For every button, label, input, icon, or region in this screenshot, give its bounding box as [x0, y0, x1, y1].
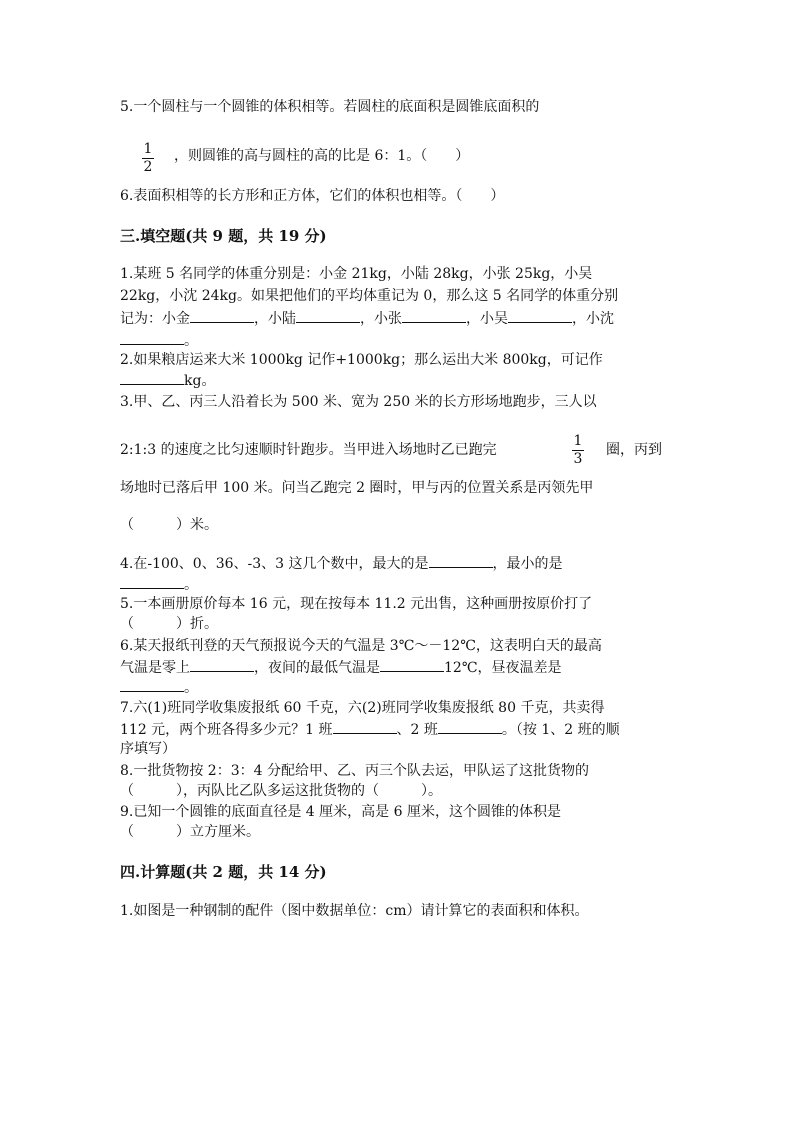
- fill-q3-line2a: 2:1:3 的速度之比匀速顺时针跑步。当甲进入场地时乙已跑完: [120, 442, 497, 458]
- fill-q2-line1: 2.如果粮店运来大米 1000kg 记作+1000kg；那么运出大米 800kg，可记作: [120, 352, 603, 368]
- fill-q4-end: 。: [184, 577, 198, 593]
- fill-q9-line2: （ ）立方厘米。: [120, 824, 260, 840]
- fill-q6-text-a: 气温是零上: [120, 660, 190, 676]
- fill-q6-line3: [120, 677, 198, 698]
- fill-q1-line2: 22kg，小沈 24kg。如果把他们的平均体重记为 0，那么这 5 名同学的体重分别: [120, 288, 619, 304]
- judge-q6: 6.表面积相等的长方形和正方体，它们的体积也相等。（ ）: [120, 188, 505, 204]
- fill-q7-line1: 7.六(1)班同学收集废报纸 60 千克，六(2)班同学收集废报纸 80 千克，共卖得: [120, 700, 605, 716]
- fill-q5-line2: （ ）折。: [120, 616, 218, 632]
- fill-q3-line4: （ ）米。: [120, 517, 218, 533]
- fill-q1-sep-wu: ，小吴: [466, 311, 508, 327]
- fill-q1-end: 。: [184, 333, 198, 349]
- fill-q1-prefix: 记为：小金: [120, 311, 190, 327]
- fill-q4-text-a: 4.在-100、0、36、-3、3 这几个数中，最大的是: [120, 556, 429, 572]
- answer-blank[interactable]: [120, 677, 184, 692]
- fill-q6-text-b: ，夜间的最低气温是: [254, 660, 380, 676]
- fill-q3-line2b: 圈，丙到: [606, 442, 662, 458]
- fill-q7-line3: 序填写）: [120, 741, 176, 757]
- fill-q1-sep-lu: ，小陆: [254, 311, 296, 327]
- calc-q1: 1.如图是一种钢制的配件（图中数据单位：cm）请计算它的表面积和体积。: [120, 903, 589, 919]
- fill-q3-fraction: [572, 434, 584, 467]
- answer-blank[interactable]: [190, 657, 254, 672]
- fill-q1-line3: [120, 308, 614, 329]
- answer-blank[interactable]: [508, 308, 572, 323]
- calc-section-title: 四.计算题(共 2 题，共 14 分): [120, 863, 327, 881]
- fill-q3-line3: 场地时已落后甲 100 米。问当乙跑完 2 圈时，甲与丙的位置关系是丙领先甲: [120, 480, 594, 496]
- answer-blank[interactable]: [333, 719, 397, 734]
- answer-blank[interactable]: [429, 553, 493, 568]
- fill-q5-line1: 5.一本画册原价每本 16 元，现在按每本 11.2 元出售，这种画册按原价打了: [120, 596, 593, 612]
- fill-q8-line2: （ ），丙队比乙队多运这批货物的（ ）。: [120, 783, 442, 799]
- fill-q7-text-a: 112 元，两个班各得多少元？1 班: [120, 722, 333, 738]
- fill-q7-text-c: 。（按 1、2 班的顺: [501, 722, 620, 738]
- fraction-numerator: 1: [143, 141, 153, 157]
- fill-q3-line1: 3.甲、乙、丙三人沿着长为 500 米、宽为 250 米的长方形场地跑步，三人以: [120, 394, 597, 410]
- fill-q4-text-b: ，最小的是: [492, 556, 563, 572]
- answer-blank[interactable]: [438, 719, 502, 734]
- fill-q6-line2: [120, 657, 561, 678]
- fill-q7-text-b: 、2 班: [396, 722, 438, 738]
- fill-section-title: 三.填空题(共 9 题，共 19 分): [120, 227, 327, 245]
- fill-q2-unit: kg。: [184, 373, 216, 389]
- fill-q6-line1: 6.某天报纸刊登的天气预报说今天的气温是 3℃～－12℃，这表明白天的最高: [120, 638, 602, 654]
- answer-blank[interactable]: [380, 657, 444, 672]
- fraction-denominator: 2: [143, 159, 153, 175]
- answer-blank[interactable]: [402, 308, 466, 323]
- fill-q1-line1: 1.某班 5 名同学的体重分别是：小金 21kg，小陆 28kg，小张 25kg，小吴: [120, 266, 593, 282]
- fill-q8-line1: 8.一批货物按 2：3：4 分配给甲、乙、丙三个队去运，甲队运了这批货物的: [120, 763, 589, 779]
- fill-q4-line2: [120, 574, 198, 595]
- fill-q2-line2: [120, 370, 215, 391]
- answer-blank[interactable]: [190, 308, 254, 323]
- fill-q6-end: 。: [184, 680, 198, 696]
- fill-q7-line2: [120, 719, 620, 740]
- fill-q9-line1: 9.已知一个圆锥的底面直径是 4 厘米，高是 6 厘米，这个圆锥的体积是: [120, 804, 561, 820]
- answer-blank[interactable]: [120, 370, 184, 385]
- answer-blank[interactable]: [120, 330, 184, 345]
- fill-q6-text-c: 12℃，昼夜温差是: [444, 660, 562, 676]
- fill-q1-sep-zhang: ，小张: [360, 311, 402, 327]
- judge-q5-fraction: [142, 142, 154, 175]
- fill-q1-line4: [120, 330, 198, 351]
- judge-q5-line1: 5.一个圆柱与一个圆锥的体积相等。若圆柱的底面积是圆锥底面积的: [120, 99, 540, 115]
- fill-q4-line1: [120, 553, 563, 574]
- fraction-denominator: 3: [573, 451, 583, 467]
- judge-q5-line2: ，则圆锥的高与圆柱的高的比是 6：1。（ ）: [174, 148, 470, 164]
- fill-q1-sep-shen: ，小沈: [572, 311, 614, 327]
- fraction-numerator: 1: [573, 433, 583, 449]
- answer-blank[interactable]: [296, 308, 360, 323]
- answer-blank[interactable]: [120, 574, 184, 589]
